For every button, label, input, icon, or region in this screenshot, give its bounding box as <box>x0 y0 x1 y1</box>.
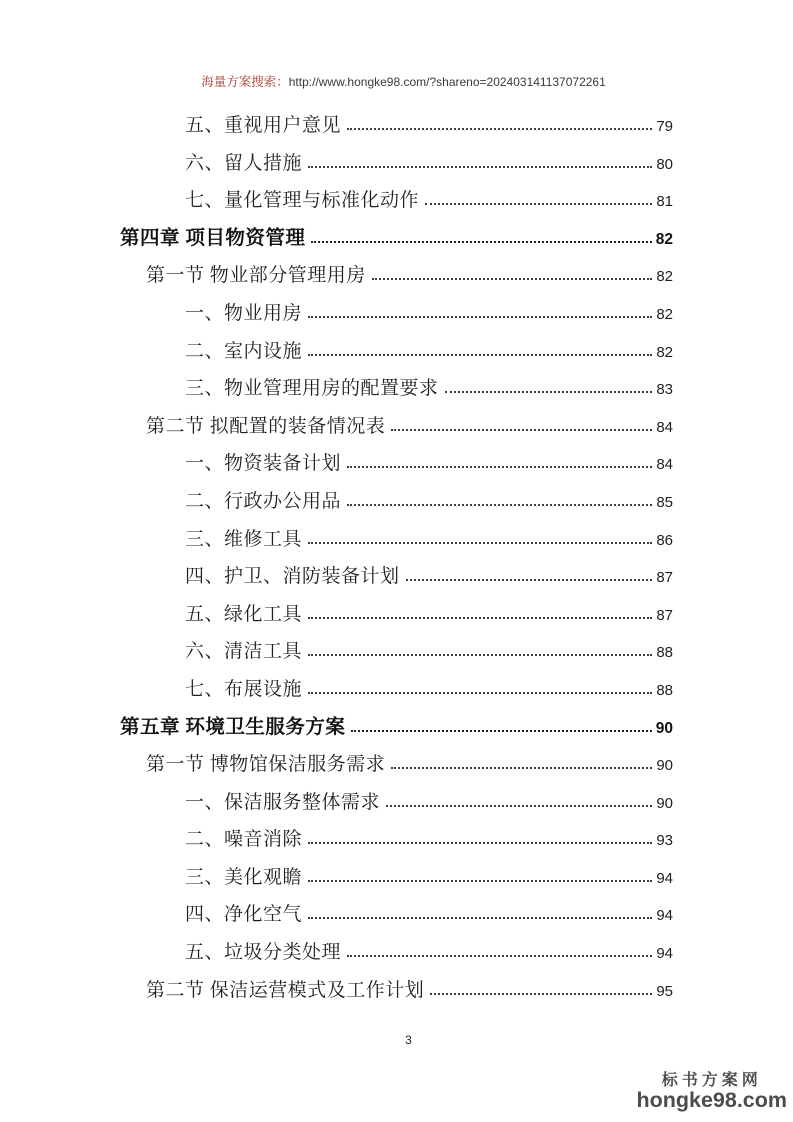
toc-entry[interactable] <box>185 671 673 709</box>
toc-entry-page: 82 <box>656 305 673 323</box>
toc-entry-title: 第四章 项目物资管理 <box>120 227 306 249</box>
watermark-site-domain: hongke98.com <box>636 1088 787 1113</box>
toc-entry-title: 五、绿化工具 <box>185 603 303 625</box>
toc-entry-page: 82 <box>655 230 673 248</box>
toc-entry-chapter[interactable] <box>120 709 673 747</box>
toc-entry-page: 87 <box>656 569 673 587</box>
toc-entry-title: 一、保洁服务整体需求 <box>185 791 381 813</box>
dot-leader <box>347 955 652 957</box>
dot-leader <box>372 278 653 280</box>
toc-entry-title: 二、行政办公用品 <box>185 490 342 512</box>
dot-leader <box>347 504 652 506</box>
toc-entry-title: 第一节 博物馆保洁服务需求 <box>146 754 386 776</box>
toc-entry-page: 90 <box>656 794 673 812</box>
toc-entry-page: 85 <box>656 493 673 511</box>
toc-entry-title: 四、护卫、消防装备计划 <box>185 566 400 588</box>
toc-entry-section[interactable] <box>146 257 673 295</box>
toc-entry-title: 一、物资装备计划 <box>185 453 342 475</box>
dot-leader <box>308 692 652 694</box>
toc-entry-title: 二、噪音消除 <box>185 829 303 851</box>
dot-leader <box>308 354 652 356</box>
toc-entry-title: 六、留人措施 <box>185 152 303 174</box>
toc-entry-page: 80 <box>656 155 673 173</box>
toc-entry-title: 一、物业用房 <box>185 302 303 324</box>
toc-entry-page: 87 <box>656 606 673 624</box>
toc-entry-title: 第一节 物业部分管理用房 <box>146 265 366 287</box>
toc-entry-page: 94 <box>656 869 673 887</box>
share-url-link[interactable]: http://www.hongke98.com/?shareno=202403141137072261 <box>288 75 606 89</box>
toc-entry-page: 79 <box>656 118 673 135</box>
dot-leader <box>311 241 651 243</box>
dot-leader <box>308 880 652 882</box>
toc-entry-page: 83 <box>656 381 673 399</box>
toc-entry[interactable] <box>185 445 673 483</box>
toc-entry-title: 三、维修工具 <box>185 528 303 550</box>
toc-entry-section[interactable] <box>146 972 673 1010</box>
toc-entry-page: 95 <box>656 982 673 1000</box>
toc-entry[interactable] <box>185 370 673 408</box>
toc-entry-chapter[interactable] <box>120 220 673 258</box>
toc-entry[interactable] <box>185 521 673 559</box>
dot-leader <box>386 805 652 807</box>
toc-entry-title: 五、垃圾分类处理 <box>185 942 342 964</box>
dot-leader <box>430 993 652 995</box>
dot-leader <box>425 203 652 205</box>
toc-entry[interactable] <box>185 483 673 521</box>
toc-entry[interactable] <box>185 295 673 333</box>
toc-entry-page: 90 <box>655 719 673 737</box>
dot-leader <box>347 466 652 468</box>
toc-entry-page: 86 <box>656 531 673 549</box>
toc-entry-title: 第二节 拟配置的装备情况表 <box>146 415 386 437</box>
toc-entry-page: 84 <box>656 418 673 436</box>
dot-leader <box>308 316 652 318</box>
dot-leader <box>445 391 653 393</box>
toc-entry-title: 三、美化观瞻 <box>185 866 303 888</box>
toc-entry-page: 82 <box>656 343 673 361</box>
dot-leader <box>308 917 652 919</box>
dot-leader <box>406 579 653 581</box>
toc-entry-page: 84 <box>656 456 673 474</box>
toc-entry[interactable] <box>185 182 673 220</box>
dot-leader <box>308 842 652 844</box>
dot-leader <box>308 166 652 168</box>
toc-entry-title: 第五章 环境卫生服务方案 <box>120 716 346 738</box>
toc-entry-page: 94 <box>656 907 673 925</box>
toc-entry-page: 88 <box>656 644 673 662</box>
toc-entry-title: 七、量化管理与标准化动作 <box>185 190 420 212</box>
toc-entry[interactable] <box>185 896 673 934</box>
toc-entry-section[interactable] <box>146 408 673 446</box>
toc-entry-title: 六、清洁工具 <box>185 641 303 663</box>
share-header <box>0 72 793 90</box>
toc-entry[interactable] <box>185 859 673 897</box>
toc-entry[interactable] <box>185 633 673 671</box>
toc-entry-page: 81 <box>656 193 673 211</box>
toc-entry[interactable] <box>185 107 673 145</box>
dot-leader <box>391 429 652 431</box>
watermark <box>636 1072 787 1113</box>
dot-leader <box>391 767 652 769</box>
page-number: 3 <box>405 1033 412 1047</box>
watermark-site-name: 标书方案网 <box>661 1071 762 1089</box>
toc-entry-page: 82 <box>656 268 673 286</box>
toc-entry[interactable] <box>185 934 673 972</box>
toc-entry-title: 第二节 保洁运营模式及工作计划 <box>146 979 425 1001</box>
toc-entry-title: 四、净化空气 <box>185 904 303 926</box>
toc-entry-title: 三、物业管理用房的配置要求 <box>185 378 439 400</box>
toc-entry[interactable] <box>185 145 673 183</box>
toc-entry-page: 88 <box>656 681 673 699</box>
toc-entry-title: 五、重视用户意见 <box>185 115 342 136</box>
dot-leader <box>347 128 652 130</box>
toc-entry-page: 90 <box>656 757 673 775</box>
dot-leader <box>351 730 651 732</box>
toc-entry-title: 二、室内设施 <box>185 340 303 362</box>
toc-entry[interactable] <box>185 596 673 634</box>
toc-entry-section[interactable] <box>146 746 673 784</box>
toc-entry-page: 93 <box>656 832 673 850</box>
toc-entry[interactable] <box>185 333 673 371</box>
dot-leader <box>308 654 652 656</box>
toc-entry[interactable] <box>185 821 673 859</box>
dot-leader <box>308 542 652 544</box>
toc-entry-page: 94 <box>656 945 673 963</box>
dot-leader <box>308 617 652 619</box>
toc-entry-title: 七、布展设施 <box>185 678 303 700</box>
toc-entry[interactable] <box>185 784 673 822</box>
table-of-contents <box>120 107 673 1009</box>
share-search-label: 海量方案搜索： <box>201 75 289 89</box>
toc-entry[interactable] <box>185 558 673 596</box>
